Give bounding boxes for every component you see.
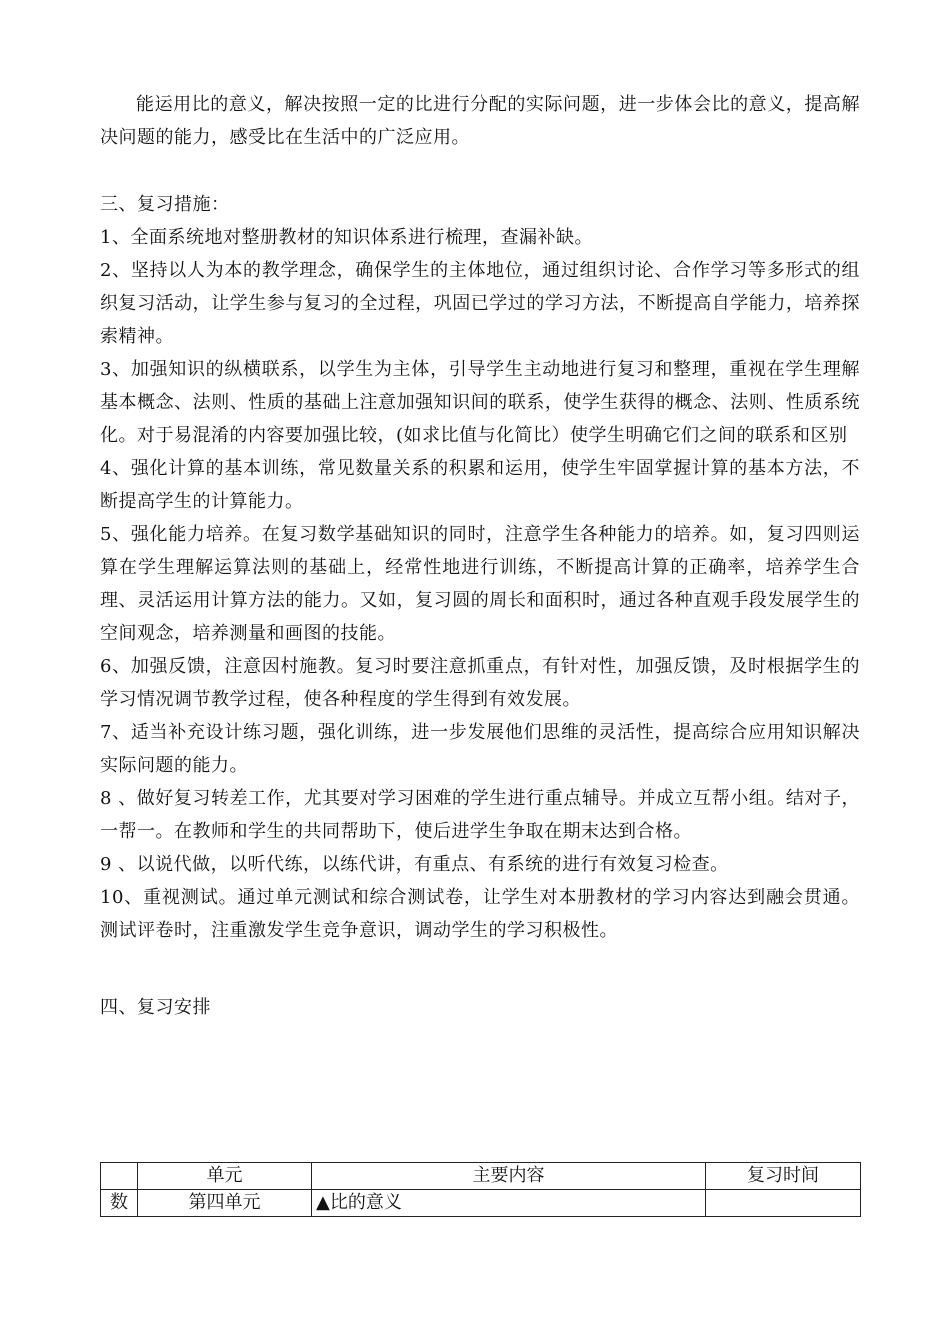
measure-item-10: 10、重视测试。通过单元测试和综合测试卷，让学生对本册教材的学习内容达到融会贯通。测试评卷时，注重激发学生竞争意识，调动学生的学习积极性。 [100,887,860,941]
header-cell-subject [101,1163,138,1190]
measure-item-2: 2、坚持以人为本的教学理念，确保学生的主体地位，通过组织讨论、合作学习等多形式的组织复习活动，让学生参与复习的全过程，巩固已学过的学习方法，不断提高自学能力，培养探索精神。 [100,260,860,347]
cell-subject: 数 [101,1190,138,1217]
measure-item-5: 5、强化能力培养。在复习数学基础知识的同时，注意学生各种能力的培养。如，复习四则运算在学生理解运算法则的基础上，经常性地进行训练，不断提高计算的正确率，培养学生合理、灵活运用计算方法的能力。又如，复习圆的周长和面积时，通过各种直观手段发展学生的空间观念，培养测量和画图的技能。 [100,524,860,644]
measure-item-6: 6、加强反馈，注意因村施教。复习时要注意抓重点，有针对性，加强反馈，及时根据学生的学习情况调节教学过程，使各种程度的学生得到有效发展。 [100,656,860,710]
review-schedule-table-wrap [100,1162,861,1217]
header-cell-content: 主要内容 [312,1163,706,1190]
cell-unit: 第四单元 [138,1190,312,1217]
measure-item-7: 7、适当补充设计练习题，强化训练，进一步发展他们思维的灵活性，提高综合应用知识解决实际问题的能力。 [100,722,860,776]
cell-content: ▲比的意义 [312,1190,706,1217]
cell-time [706,1190,861,1217]
document-body [100,88,860,1024]
table-header-row [101,1163,861,1190]
section-4-heading: 四、复习安排 [100,997,211,1018]
measure-item-9: 9 、以说代做，以听代练，以练代讲，有重点、有系统的进行有效复习检查。 [100,854,729,875]
review-schedule-table [100,1162,861,1217]
measure-item-4: 4、强化计算的基本训练，常见数量关系的积累和运用，使学生牢固掌握计算的基本方法，不断提高学生的计算能力。 [100,458,860,512]
measure-item-1: 1、全面系统地对整册教材的知识体系进行梳理，查漏补缺。 [100,227,593,248]
header-cell-time: 复习时间 [706,1163,861,1190]
table-row [101,1190,861,1217]
measure-item-3: 3、加强知识的纵横联系，以学生为主体，引导学生主动地进行复习和整理，重视在学生理解基本概念、法则、性质的基础上注意加强知识间的联系，使学生获得的概念、法则、性质系统化。对于易混淆的内容要加强比较，(如求比值与化简比）使学生明确它们之间的联系和区别 [100,359,860,446]
intro-paragraph: 能运用比的意义，解决按照一定的比进行分配的实际问题，进一步体会比的意义，提高解决问题的能力，感受比在生活中的广泛应用。 [100,94,860,148]
measure-item-8: 8 、做好复习转差工作，尤其要对学习困难的学生进行重点辅导。并成立互帮小组。结对子，一帮一。在教师和学生的共同帮助下，使后进学生争取在期末达到合格。 [100,788,860,842]
section-3-heading: 三、复习措施： [100,194,230,215]
header-cell-unit: 单元 [138,1163,312,1190]
